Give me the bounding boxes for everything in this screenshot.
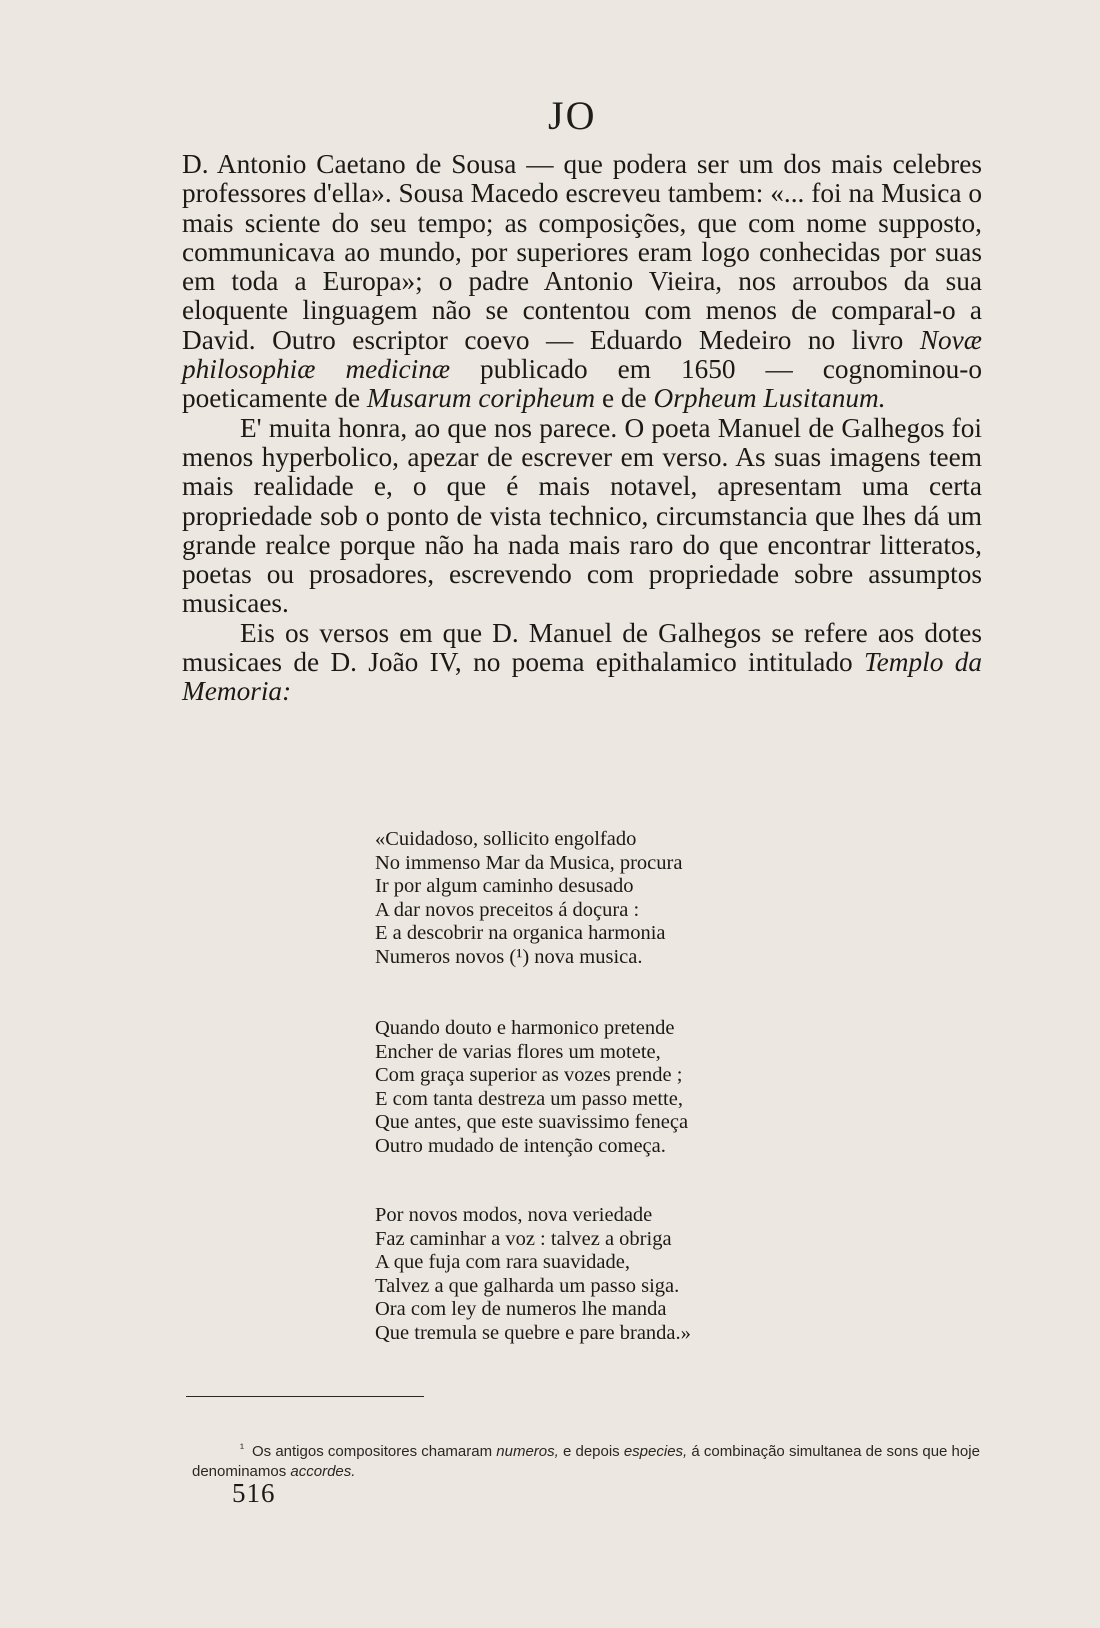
verse-line: Talvez a que galharda um passo siga. [375,1274,680,1297]
verse-line: Ora com ley de numeros lhe manda [375,1298,667,1320]
header-mark: JO [548,93,597,138]
paragraph-1-text-b: publicado em 1650 — cognominou-o poeticamente de [182,354,982,414]
footnote-text-b: e depois [558,1443,624,1460]
verse-line: Que tremula se quebre e pare branda.» [375,1321,691,1344]
verse-line: Ir por algum caminho desusado [375,875,634,897]
footnote-term-especies: especies, [623,1443,688,1460]
paragraph-2: E' muita honra, ao que nos parece. O poeta Manuel de Galhegos foi menos hyperbolico, apezar de escrever em verso. As suas imagens teem mais realidade e, o que é mais notavel, apresentam uma certa propriedade sob o ponto de vista technico, circumstancia que lhes dá um grande realce porque não ha nada mais raro do que encontrar litteratos, poetas ou prosadores, escrevendo com propriedade sobre assumptos musicaes. [182,412,982,619]
verse-line: Encher de varias flores um motete, [375,1040,661,1063]
verse-line: A dar novos preceitos á doçura : [375,898,640,921]
paragraph-1 [182,150,982,414]
epithet-orpheum-lusitanum: Orpheum Lusitanum. [653,383,886,414]
verse-line: Que antes, que este suavissimo feneça [375,1111,689,1133]
poem-stanza-2 [375,1017,815,1158]
footnote-term-accordes: accordes. [290,1463,356,1480]
footnote-text-c: á combinação simultanea de sons que hoje denominamos [192,1443,980,1480]
footnote-marker: ¹ [240,1441,244,1455]
paragraph-1-text-c: e de [595,383,654,414]
poem-stanza-1 [375,828,815,969]
footnote [192,1438,996,1482]
verse-line: «Cuidadoso, sollicito engolfado [375,828,637,850]
footnote-divider [186,1396,424,1397]
verse-line: No immenso Mar da Musica, procura [375,851,683,874]
paragraph-1-text-a: D. Antonio Caetano de Sousa — que podera ser um dos mais celebres professores d'ella». Sousa Macedo escreveu tambem: «... foi na Musica o mais sciente do seu tempo; as composições, que com nome supposto, communicava ao mundo, por superiores eram logo conhecidas por suas em toda a Europa»; o padre Antonio Vieira, nos arroubos da sua eloquente linguagem não se contentou com menos de comparal-o a David. Outro escriptor coevo — Eduardo Medeiro no livro [182,149,982,355]
footnote-term-numeros: numeros, [496,1443,559,1460]
main-text [182,150,982,707]
footnote-text-a: Os antigos compositores chamaram [252,1443,497,1460]
verse-line: A que fuja com rara suavidade, [375,1251,631,1273]
verse-line: Com graça superior as vozes prende ; [375,1064,683,1086]
epithet-musarum-coripheum: Musarum coripheum [366,383,596,414]
verse-line: Numeros novos (¹) nova musica. [375,945,643,968]
verse-line: Faz caminhar a voz : talvez a obriga [375,1227,672,1250]
book-title-novae-philosophiae: Novæ philosophiæ medicinæ [182,324,982,385]
paragraph-3-text: Eis os versos em que D. Manuel de Galhegos se refere aos dotes musicaes de D. João IV, no poema epithalamico intitulado [182,617,982,678]
verse-line: Por novos modos, nova veriedade [375,1204,653,1226]
verse-line: E a descobrir na organica harmonia [375,922,666,944]
verse-line: Quando douto e harmonico pretende [375,1017,675,1039]
page-number: 516 [232,1478,276,1508]
poem-title-templo-da-memoria: Templo da Memoria: [182,647,982,707]
paragraph-3 [182,619,982,707]
verse-line: E com tanta destreza um passo mette, [375,1087,683,1110]
poem-stanza-3 [375,1204,815,1345]
verse-line: Outro mudado de intenção começa. [375,1134,666,1157]
